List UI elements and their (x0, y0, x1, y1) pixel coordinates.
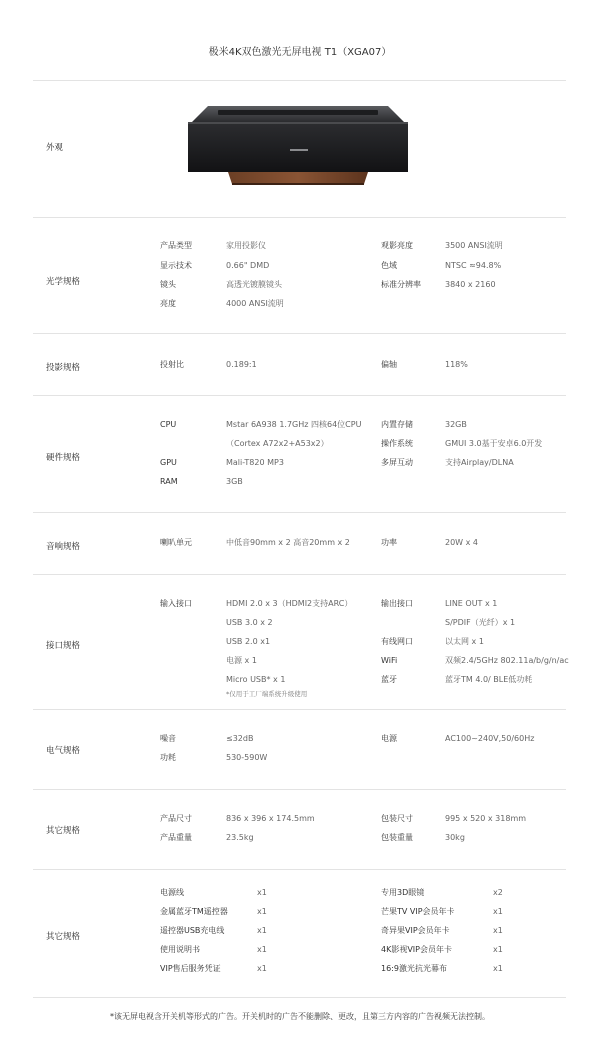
spec-value: 高透光镀膜镜头 (226, 280, 282, 289)
spec-value: USB 3.0 x 2 (226, 618, 273, 627)
spec-value: 30kg (445, 833, 465, 842)
section-label-electrical: 电气规格 (46, 746, 81, 756)
spec-value: 118% (445, 360, 468, 369)
spec-value: Micro USB* x 1 (226, 675, 286, 684)
spec-value: Mstar 6A938 1.7GHz 四核64位CPU (226, 420, 362, 429)
accessory-name: VIP售后服务凭证 (160, 964, 221, 973)
accessory-qty: x2 (493, 888, 503, 897)
accessory-name: 16:9激光抗光幕布 (381, 964, 447, 973)
spec-key: 内置存储 (381, 420, 413, 429)
accessory-qty: x1 (257, 907, 267, 916)
spec-key: 投射比 (160, 360, 184, 369)
spec-key: 输入接口 (160, 599, 192, 608)
spec-key: 镜头 (160, 280, 176, 289)
spec-key: WiFi (381, 656, 398, 665)
spec-key: 显示技术 (160, 261, 192, 270)
spec-value: 3500 ANSI流明 (445, 241, 503, 250)
spec-value: USB 2.0 x1 (226, 637, 271, 646)
accessory-name: 专用3D眼镜 (381, 888, 425, 897)
spec-value: 蓝牙TM 4.0/ BLE低功耗 (445, 675, 533, 684)
accessory-name: 奇异果VIP会员年卡 (381, 926, 450, 935)
accessory-qty: x1 (493, 945, 503, 954)
section-label-other: 其它规格 (46, 826, 81, 836)
accessory-name: 芒果TV VIP会员年卡 (381, 907, 455, 916)
spec-key: 蓝牙 (381, 675, 397, 684)
accessory-name: 遥控器USB充电线 (160, 926, 225, 935)
spec-value: LINE OUT x 1 (445, 599, 498, 608)
spec-value: 32GB (445, 420, 467, 429)
spec-key: 产品类型 (160, 241, 192, 250)
section-label-other: 其它规格 (46, 932, 81, 942)
footnote: *仅用于工厂端系统升级使用 (226, 690, 308, 698)
accessory-qty: x1 (493, 926, 503, 935)
spec-value: 995 x 520 x 318mm (445, 814, 527, 823)
spec-value: 0.189:1 (226, 360, 257, 369)
spec-key: 有线网口 (381, 637, 413, 646)
spec-key: CPU (160, 420, 177, 429)
spec-key: 功率 (381, 538, 397, 547)
accessory-name: 使用说明书 (160, 945, 200, 954)
accessory-qty: x1 (257, 888, 267, 897)
spec-value: 530-590W (226, 753, 268, 762)
spec-key: 操作系统 (381, 439, 413, 448)
spec-value: NTSC ≈94.8% (445, 261, 502, 270)
section-other-accessories (33, 869, 566, 998)
spec-key: 包装重量 (381, 833, 413, 842)
spec-value: 双频2.4/5GHz 802.11a/b/g/n/ac (445, 656, 569, 665)
spec-value: 中低音90mm x 2 高音20mm x 2 (226, 538, 350, 547)
section-label-ports: 接口规格 (46, 641, 81, 651)
section-optical (33, 217, 566, 334)
page-title: 极米4K双色激光无屏电视 T1（XGA07） (208, 47, 392, 58)
spec-key: 色域 (381, 261, 397, 270)
spec-key: GPU (160, 458, 177, 467)
accessory-name: 电源线 (160, 888, 184, 897)
accessory-qty: x1 (257, 926, 267, 935)
spec-key: 功耗 (160, 753, 176, 762)
section-hardware (33, 395, 566, 513)
spec-key: RAM (160, 477, 178, 486)
spec-value: 电源 x 1 (226, 656, 257, 665)
spec-key: 电源 (381, 734, 397, 743)
spec-value: 23.5kg (226, 833, 254, 842)
spec-key: 标准分辨率 (381, 280, 421, 289)
spec-value: GMUI 3.0基于安卓6.0开发 (445, 439, 543, 448)
accessory-qty: x1 (493, 907, 503, 916)
accessory-name: 4K影视VIP会员年卡 (381, 945, 452, 954)
product-image (178, 104, 418, 186)
spec-value: 支持Airplay/DLNA (445, 458, 514, 467)
spec-value: （Cortex A72x2+A53x2） (226, 439, 329, 448)
spec-value: HDMI 2.0 x 3（HDMI2支持ARC） (226, 599, 353, 608)
accessory-qty: x1 (257, 945, 267, 954)
spec-key: 输出接口 (381, 599, 413, 608)
spec-value: AC100~240V,50/60Hz (445, 734, 535, 743)
section-projection (33, 333, 566, 396)
accessory-qty: x1 (493, 964, 503, 973)
spec-key: 包装尺寸 (381, 814, 413, 823)
bottom-divider (33, 997, 566, 998)
spec-key: 多屏互动 (381, 458, 413, 467)
section-label-hardware: 硬件规格 (46, 453, 81, 463)
section-label-optical: 光学规格 (46, 277, 81, 287)
spec-value: Mali-T820 MP3 (226, 458, 284, 467)
spec-key: 亮度 (160, 299, 176, 308)
spec-key: 喇叭单元 (160, 538, 192, 547)
spec-value: 以太网 x 1 (445, 637, 484, 646)
spec-value: 20W x 4 (445, 538, 478, 547)
accessory-qty: x1 (257, 964, 267, 973)
spec-value: 836 x 396 x 174.5mm (226, 814, 315, 823)
spec-value: 家用投影仪 (226, 241, 266, 250)
accessory-name: 金属蓝牙TM遥控器 (160, 907, 228, 916)
spec-key: 产品重量 (160, 833, 192, 842)
spec-value: 0.66" DMD (226, 261, 270, 270)
spec-key: 产品尺寸 (160, 814, 192, 823)
footer-disclaimer: *该无屏电视含开关机等形式的广告。开关机时的广告不能删除、更改，且第三方内容的广告视频无法控制。 (110, 1012, 490, 1021)
spec-key: 噪音 (160, 734, 176, 743)
spec-value: S/PDIF（光纤）x 1 (445, 618, 516, 627)
spec-value: 3GB (226, 477, 243, 486)
section-label-audio: 音响规格 (46, 542, 81, 552)
section-label-projection: 投影规格 (46, 363, 81, 373)
section-other-dimensions (33, 789, 566, 870)
spec-value: 4000 ANSI流明 (226, 299, 284, 308)
section-label-appearance: 外观 (46, 143, 64, 153)
spec-value: ≤32dB (226, 734, 254, 743)
spec-key: 观影亮度 (381, 241, 413, 250)
spec-key: 偏轴 (381, 360, 397, 369)
section-electrical (33, 709, 566, 790)
spec-value: 3840 x 2160 (445, 280, 496, 289)
